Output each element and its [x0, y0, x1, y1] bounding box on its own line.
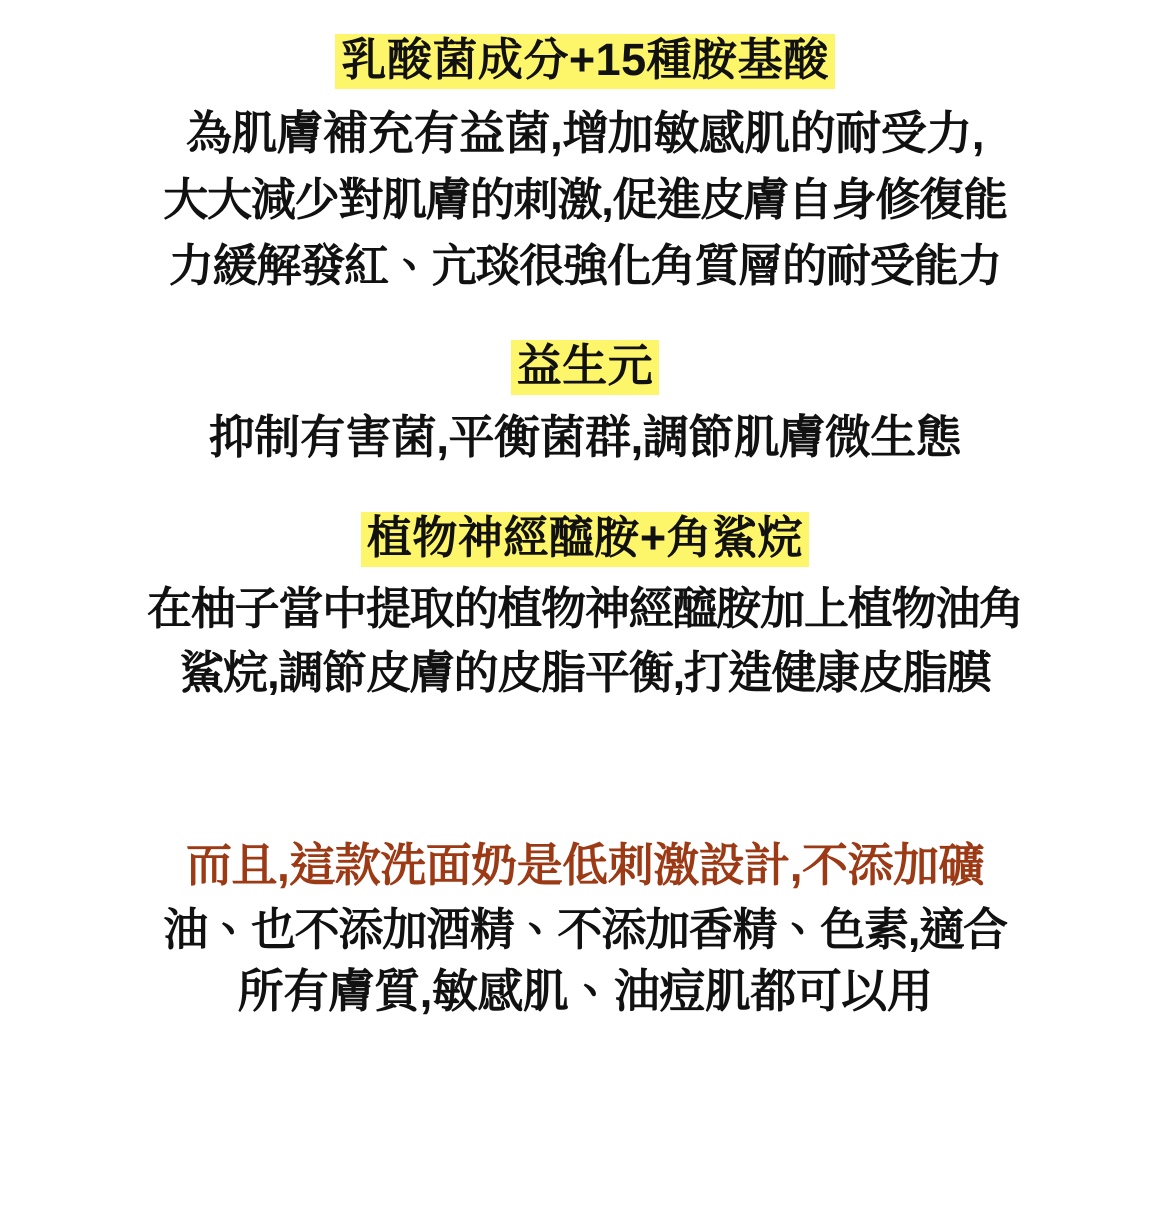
spacer — [10, 298, 1160, 340]
closing-body-line: 油、也不添加酒精、不添加香精、色素,適合 — [163, 903, 1007, 955]
section-body-line: 力緩解發紅、亢琰很強化角質層的耐受能力 — [168, 240, 1002, 292]
closing-accent-line: 而且,這款洗面奶是低刺激設計,不添加礦 — [185, 839, 985, 892]
spacer — [10, 705, 1160, 833]
spacer — [10, 395, 1160, 405]
closing-body-line: 所有膚質,敏感肌、油痘肌都可以用 — [237, 964, 933, 1017]
section-ceramide-squalane — [10, 512, 1160, 705]
section-heading-prebiotic: 益生元 — [511, 340, 660, 395]
spacer — [10, 470, 1160, 512]
section-probiotic-amino — [10, 34, 1160, 298]
section-prebiotic — [10, 340, 1160, 470]
section-heading-row — [10, 512, 1160, 567]
spacer — [10, 567, 1160, 577]
section-body-line: 抑制有害菌,平衡菌群,調節肌膚微生態 — [208, 411, 962, 464]
section-heading-probiotic-amino: 乳酸菌成分+15種胺基酸 — [335, 34, 834, 89]
section-heading-ceramide-squalane: 植物神經醯胺+角鯊烷 — [361, 512, 809, 567]
section-body-line: 鯊烷,調節皮膚的皮脂平衡,打造健康皮脂膜 — [179, 647, 991, 699]
section-body-line: 為肌膚補充有益菌,增加敏感肌的耐受力, — [185, 107, 985, 159]
section-heading-row — [10, 340, 1160, 395]
section-heading-row — [10, 34, 1160, 89]
spacer — [10, 89, 1160, 99]
section-body-line: 在柚子當中提取的植物神經醯胺加上植物油角 — [146, 583, 1023, 635]
closing-block — [10, 833, 1160, 1022]
section-body-line: 大大減少對肌膚的刺激,促進皮膚自身修復能 — [163, 174, 1007, 226]
